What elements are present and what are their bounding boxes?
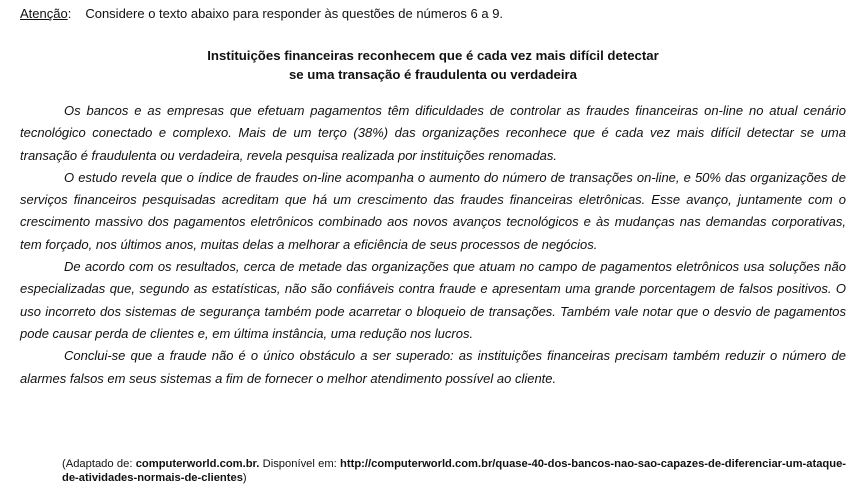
source-prefix: (Adaptado de: [62,458,133,470]
source-url: http://computerworld.com.br/quase-40-dos-bancos-nao-sao-capazes-de-diferenciar-um-ataque-de-atividades-normais-de-clientes [62,458,847,484]
source-suffix: ) [242,472,247,484]
attention-instruction [20,6,503,22]
source-citation [62,457,846,485]
source-middle: Disponível em: [262,458,337,470]
article-paragraph-4: Conclui-se que a fraude não é o único obstáculo a ser superado: as instituições financeiras precisam também reduzir o número de alarmes falsos em seus sistemas a fim de fornecer o melhor atendimento possível ao cliente. [20,348,846,386]
article-paragraph-2: O estudo revela que o índice de fraudes on-line acompanha o aumento do número de transações on-line, e 50% das organizações de serviços financeiros pesquisadas acreditam que há um crescimento das fraudes financeiras eletrônicas. Esse avanço, juntamente com o crescimento massivo dos pagamentos eletrônicos combinado aos novos avanços tecnológicos e às mudanças nas demandas corporativas, tem forçado, nos últimos anos, muitas delas a melhorar a eficiência de seus processos de negócios. [20,169,846,252]
attention-text: Considere o texto abaixo para responder às questões de números 6 a 9. [85,6,504,21]
article-paragraph-1: Os bancos e as empresas que efetuam pagamentos têm dificuldades de controlar as fraudes financeiras on-line no atual cenário tecnológico conectado e complexo. Mais de um terço (38%) das organizações reconhece que é cada vez mais difícil detectar se uma transação é fraudulenta ou verdadeira, revela pesquisa realizada por instituições renomadas. [20,103,846,163]
article-body [20,100,846,390]
article-title-line-1: Instituições financeiras reconhecem que é cada vez mais difícil detectar [207,48,659,63]
article-paragraph-3: De acordo com os resultados, cerca de metade das organizações que atuam no campo de pagamentos eletrônicos usa soluções não especializadas que, segundo as estatísticas, não são confiáveis contra fraude e apresentam uma grande porcentagem de falsos positivos. O uso incorreto dos sistemas de segurança também pode acarretar o bloqueio de transações. Também vale notar que o desvio de pagamentos pode causar perda de clientes e, em última instância, uma redução nos lucros. [20,259,846,341]
attention-label: Atenção [20,6,68,21]
source-site: computerworld.com.br. [135,458,260,470]
article-title-line-2: se uma transação é fraudulenta ou verdadeira [288,67,578,82]
attention-colon: : [67,6,72,21]
